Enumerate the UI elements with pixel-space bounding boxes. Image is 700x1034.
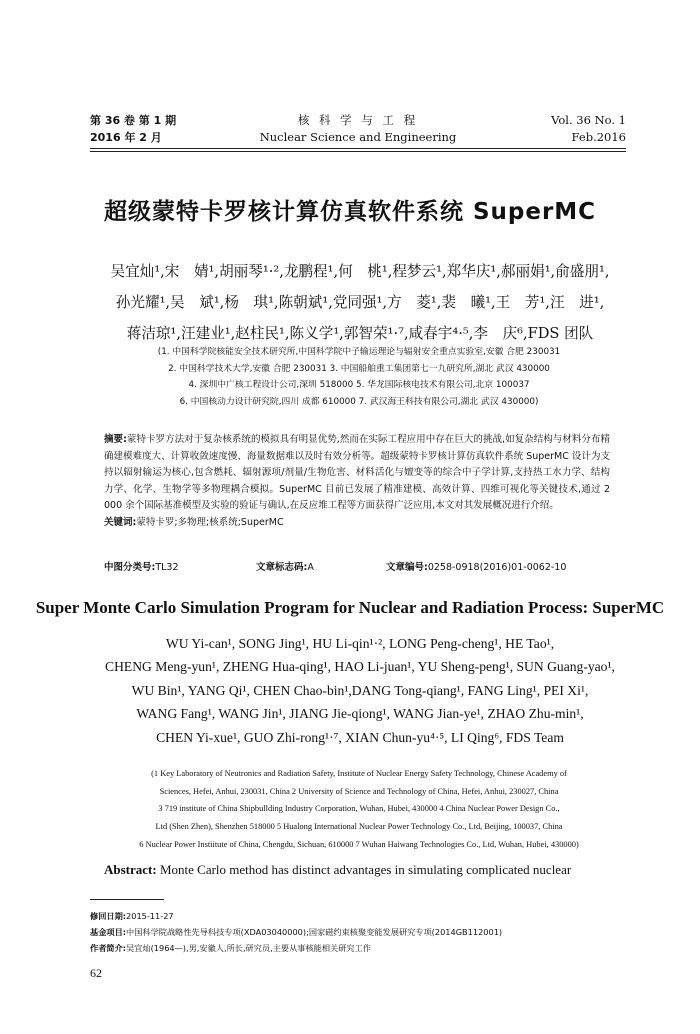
affiliation-line: 6. 中国核动力设计研究院,四川 成都 610000 7. 武汉海王科技有限公司,湖北 武汉 430000) [179, 396, 539, 407]
author-bio-label: 作者简介: [90, 943, 127, 953]
header-rule-thick [90, 148, 626, 149]
document-code-label: 文章标志码: [256, 562, 308, 573]
journal-name-en: Nuclear Science and Engineering [259, 130, 457, 144]
affiliations-en [88, 765, 630, 854]
author-line: WU Yi-can¹, SONG Jing¹, HU Li-qin¹·², LONG Peng-cheng¹, HE Tao¹, [165, 636, 555, 651]
affiliation-line: Sciences, Hefei, Anhui, 230031, China 2 University of Science and Technology of China, Hefei, Anhui, 230027, China [159, 786, 559, 796]
paper-title-en: Super Monte Carlo Simulation Program for Nuclear and Radiation Process: SuperMC [35, 598, 665, 617]
keywords-label: 关键词: [104, 516, 137, 528]
author-line: CHEN Yi-xue¹, GUO Zhi-rong¹·⁷, XIAN Chun-yu⁴·⁵, LI Qing⁶, FDS Team [156, 729, 564, 745]
funding [90, 924, 626, 940]
affiliations-cn [96, 344, 622, 410]
abstract-en [104, 862, 630, 878]
author-line: 孙光耀¹,吴 斌¹,杨 琪¹,陈朝斌¹,党同强¹,方 菱¹,裴 曦¹,王 芳¹,汪 进¹, [115, 294, 605, 311]
affiliation-line: 4. 深圳中广核工程设计公司,深圳 518000 5. 华龙国际核电技术有限公司,北京 100037 [188, 380, 530, 390]
abstract-text-cn: 蒙特卡罗方法对于复杂核系统的模拟具有明显优势,然而在实际工程应用中存在巨大的挑战,如复杂结构与材料分布精确建模难度大、计算收敛速度慢、海量数据难以及时有效分析等。超级蒙特卡罗核计算仿真软件系统 SuperMC 设计为支持以辐射输运为核心,包含燃耗、辐射源项/剂量/生物危害、材料活化与嬗变等的综合中子学计算,支持热工水力学、结构力学、化学、生物学等多物理耦合模拟。SuperMC 目前已发展了精准建模、高效计算、四维可视化等关键技术,通过 2 000 余个国际基准模型及实验的验证与确认,在反应堆工程等方面获得广泛应用,本文对其发展概况进行介绍。 [104, 434, 610, 512]
affiliation-line: 6 Nuclear Power Instiitute of China, Chengdu, Sichuan, 610000 7 Wuhan Haiwang Technologies Co., Ltd, Wuhan, Hubei, 430000) [139, 839, 579, 849]
author-list-en [70, 632, 650, 749]
date-cn: 2016 年 2 月 [90, 131, 162, 144]
abstract-text-en: Monte Carlo method has distinct advantages in simulating complicated nuclear [159, 862, 572, 877]
author-line: 蒋洁琼¹,汪建业¹,赵柱民¹,陈义学¹,郭智荣¹·⁷,咸春宇⁴·⁵,李 庆⁶,FDS 团队 [126, 325, 594, 342]
keywords [104, 515, 610, 532]
affiliation-line: 3 719 institute of China Shipbullding Industry Corporation, Wuhan, Hubei, 430000 4 China Nuclear Power Design Co., [158, 804, 560, 814]
volume-cn: 第 36 卷 第 1 期 [90, 114, 177, 127]
article-number-value: 0258-0918(2016)01-0062-10 [427, 562, 567, 573]
volume-en: Vol. 36 No. 1 [551, 113, 626, 127]
date-en: Feb.2016 [571, 130, 626, 144]
author-line: WANG Fang¹, WANG Jin¹, JIANG Jie-qiong¹, WANG Jian-ye¹, ZHAO Zhu-min¹, [136, 706, 584, 722]
classification-row [104, 559, 610, 575]
keywords-value: 蒙特卡罗;多物理;核系统;SuperMC [136, 516, 284, 528]
paper-title-cn: 超级蒙特卡罗核计算仿真软件系统 SuperMC [103, 199, 597, 225]
author-line: 吴宜灿¹,宋 婧¹,胡丽琴¹·²,龙鹏程¹,何 桃¹,程梦云¹,郑华庆¹,郝丽娟¹,俞盛朋¹, [110, 263, 610, 280]
running-header [90, 112, 626, 146]
funding-value: 中国科学院战略性先导科技专项(XDA03040000);国家磁约束核聚变能发展研究专项(2014GB112001) [126, 927, 503, 937]
abstract-label-en: Abstract: [104, 862, 157, 877]
article-number-label: 文章编号: [386, 562, 428, 573]
author-list-cn [68, 256, 652, 349]
footnotes [90, 908, 626, 956]
funding-label: 基金项目: [90, 927, 127, 937]
affiliation-line: (1. 中国科学院核能安全技术研究所,中国科学院中子输运理论与辐射安全重点实验室,安徽 合肥 230031 [157, 347, 561, 357]
journal-name [90, 112, 626, 146]
issue-info-en [551, 112, 626, 146]
document-code-value: A [307, 562, 314, 573]
page-number: 62 [90, 966, 102, 980]
author-bio [90, 940, 626, 956]
affiliation-line: (1 Key Laboratory of Neutronics and Radiation Safety, Institute of Nuclear Energy Safety Technology, Chinese Academy of [151, 769, 567, 778]
author-line: WU Bin¹, YANG Qi¹, CHEN Chao-bin¹,DANG Tong-qiang¹, FANG Ling¹, PEI Xi¹, [131, 682, 589, 698]
affiliation-line: 2. 中国科学技术大学,安徽 合肥 230031 3. 中国船舶重工集团第七一九研究所,湖北 武汉 430000 [168, 363, 550, 374]
footnote-rule [90, 899, 164, 900]
author-line: CHENG Meng-yun¹, ZHENG Hua-qing¹, HAO Li-juan¹, YU Sheng-peng¹, SUN Guang-yao¹, [105, 659, 615, 675]
received-label: 修回日期: [90, 911, 127, 921]
clc-number [104, 559, 179, 573]
document-code [256, 559, 314, 573]
abstract-label-cn: 摘要: [104, 434, 127, 445]
header-rule-thin [90, 151, 626, 152]
author-bio-value: 吴宜灿(1964—),男,安徽人,所长,研究员,主要从事核能相关研究工作 [126, 943, 371, 953]
received-value: 2015-11-27 [126, 911, 174, 921]
abstract-cn [104, 432, 610, 532]
affiliation-line: Ltd (Shen Zhen), Shenzhen 518000 5 Hualong International Nuclear Power Technology Co., Ltd, Beijing, 100037, China [155, 822, 563, 832]
clc-value: TL32 [155, 562, 179, 573]
article-number [386, 559, 566, 573]
received-date [90, 908, 626, 924]
clc-label: 中图分类号: [104, 562, 156, 573]
journal-name-cn: 核 科 学 与 工 程 [297, 113, 419, 127]
